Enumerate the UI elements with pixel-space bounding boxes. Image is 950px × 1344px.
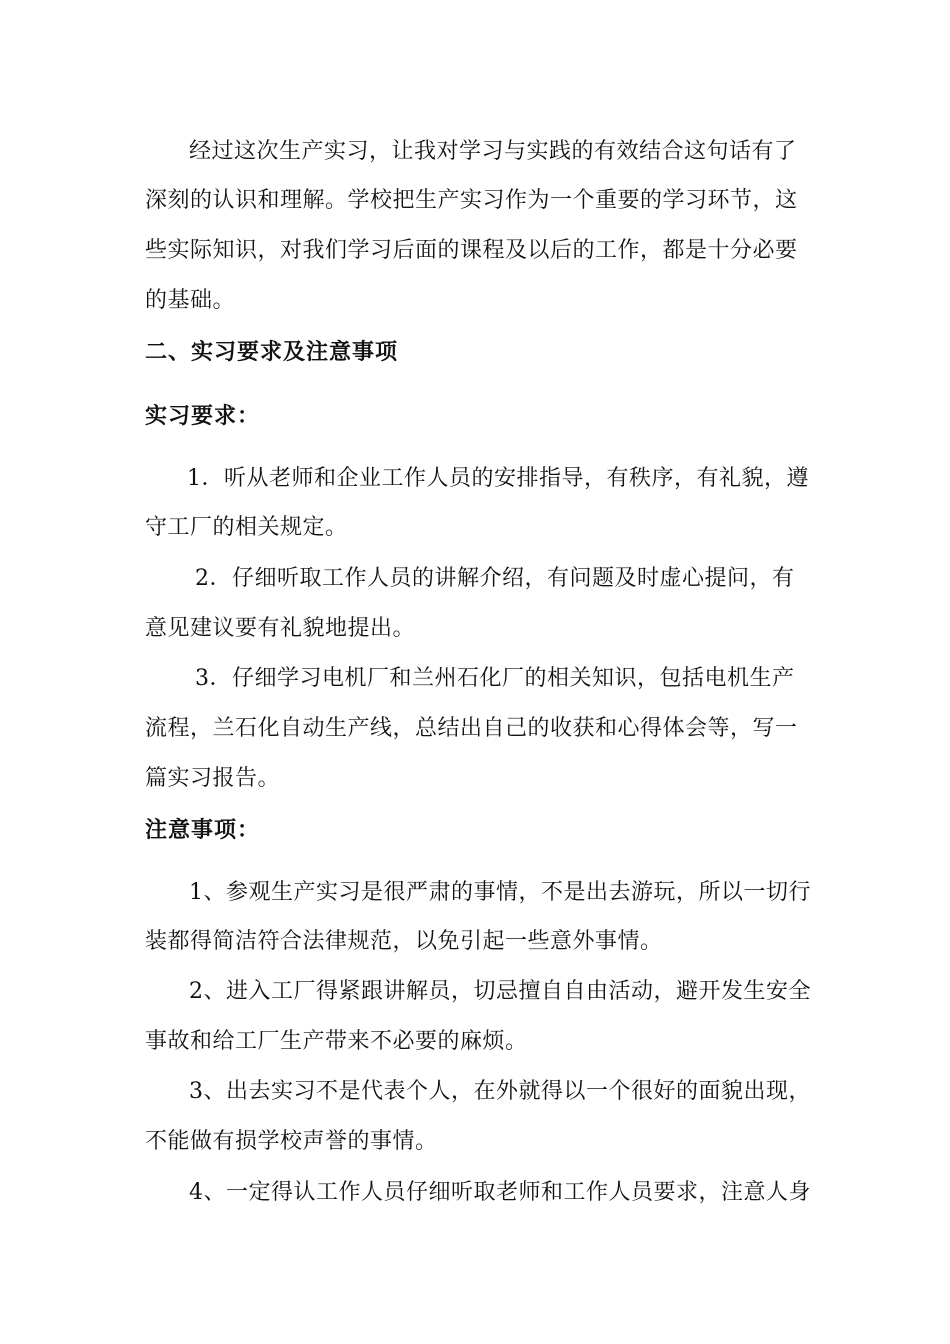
- requirement-2-line-2: 意见建议要有礼貌地提出。: [145, 616, 416, 641]
- note-3-line-1: 3、出去实习不是代表个人，在外就得以一个很好的面貌出现，: [189, 1079, 811, 1104]
- intro-line-3: 些实际知识，对我们学习后面的课程及以后的工作，都是十分必要: [145, 238, 798, 263]
- intro-line-1: 经过这次生产实习，让我对学习与实践的有效结合这句话有了: [189, 139, 797, 164]
- requirements-title: 实习要求：: [145, 404, 261, 429]
- note-1-line-1: 1、参观生产实习是很严肃的事情，不是出去游玩，所以一切行: [189, 880, 811, 905]
- requirement-1-line-2: 守工厂的相关规定。: [145, 515, 348, 540]
- section-title: 二、实习要求及注意事项: [145, 340, 399, 365]
- intro-line-4: 的基础。: [145, 288, 236, 313]
- requirement-3-line-1: 3．仔细学习电机厂和兰州石化厂的相关知识，包括电机生产: [195, 666, 795, 691]
- note-3-line-2: 不能做有损学校声誉的事情。: [145, 1129, 438, 1154]
- intro-line-2: 深刻的认识和理解。学校把生产实习作为一个重要的学习环节，这: [145, 188, 798, 213]
- requirement-1-line-1: 1．听从老师和企业工作人员的安排指导，有秩序，有礼貌，遵: [187, 466, 809, 491]
- note-4-line-1: 4、一定得认工作人员仔细听取老师和工作人员要求，注意人身: [189, 1180, 811, 1205]
- note-2-line-1: 2、进入工厂得紧跟讲解员，切忌擅自自由活动，避开发生安全: [189, 979, 811, 1004]
- notes-title: 注意事项：: [145, 818, 261, 843]
- note-2-line-2: 事故和给工厂生产带来不必要的麻烦。: [145, 1029, 528, 1054]
- requirement-3-line-2: 流程，兰石化自动生产线，总结出自己的收获和心得体会等，写一: [145, 716, 798, 741]
- requirement-3-line-3: 篇实习报告。: [145, 766, 281, 791]
- requirement-2-line-1: 2．仔细听取工作人员的讲解介绍，有问题及时虚心提问，有: [195, 566, 795, 591]
- note-1-line-2: 装都得简洁符合法律规范，以免引起一些意外事情。: [145, 929, 663, 954]
